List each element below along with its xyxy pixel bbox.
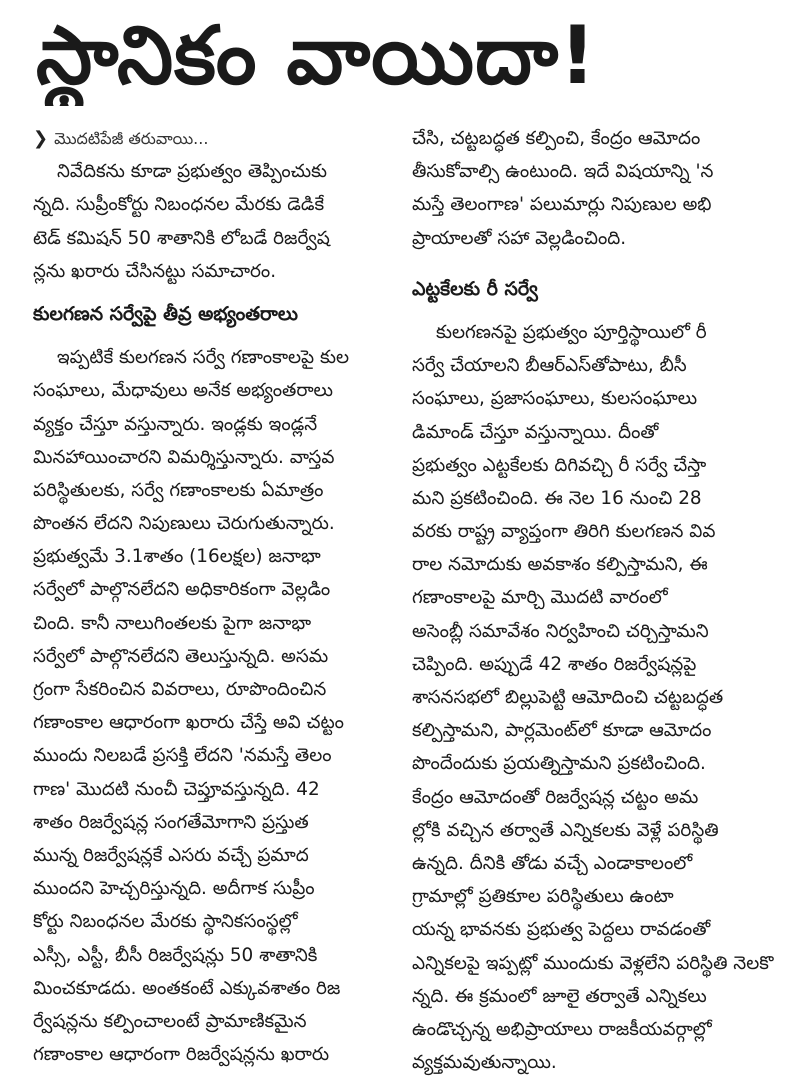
text-line: ఎస్సీ, ఎస్టీ, బీసీ రిజర్వేషన్లు 50 శాతానికి bbox=[33, 944, 318, 966]
text-line: రాల నమోదుకు అవకాశం కల్పిస్తామని, ఈ bbox=[412, 554, 708, 576]
text-line: శాతం రిజర్వేషన్ల సంగతేమోగాని ప్రస్తుత bbox=[33, 811, 309, 833]
kicker-label: మొదటిపేజీ తరువాయి... bbox=[54, 129, 209, 148]
text-line: సంఘాలు, ప్రజాసంఘాలు, కులసంఘాలు bbox=[412, 388, 698, 410]
text-line: ప్రభుత్వమే 3.1శాతం (16లక్షల) జనాభా bbox=[33, 546, 321, 568]
text-line: గాణ' మొదటి నుంచీ చెప్తూవస్తున్నది. 42 bbox=[33, 778, 320, 800]
text-line: న్నది. సుప్రీంకోర్టు నిబంధనల మేరకు డెడికే bbox=[33, 194, 325, 216]
text-line: చెప్పింది. అప్పుడే 42 శాతం రిజర్వేషన్లపై bbox=[412, 653, 697, 675]
text-line: గణాంకాలపై మార్చి మొదటి వారంలో bbox=[412, 587, 668, 609]
continued-from-front-page bbox=[33, 122, 401, 155]
text-line: పరిస్థితులకు, సర్వే గణాంకాలకు ఏమాత్రం bbox=[33, 479, 324, 501]
text-line: మస్తే తెలంగాణ' పలుమార్లు నిపుణుల అభి bbox=[412, 194, 712, 216]
text-line: చింది. కానీ నాలుగింతలకు పైగా జనాభా bbox=[33, 612, 312, 634]
text-line: గణాంకాల ఆధారంగా ఖరారు చేస్తే అవి చట్టం bbox=[33, 712, 345, 734]
headline: స్థానికం వాయిదా! bbox=[36, 9, 597, 102]
text-line: ఇప్పటికే కులగణన సర్వే గణాంకాలపై కుల bbox=[57, 347, 349, 369]
text-line: న్లను ఖరారు చేసినట్టు సమాచారం. bbox=[33, 260, 277, 282]
text-line: అసెంబ్లీ సమావేశం నిర్వహించి చర్చిస్తామని bbox=[412, 620, 709, 642]
article-paragraph bbox=[412, 122, 780, 255]
text-line: ప్రభుత్వం ఎట్టకేలకు దిగివచ్చి రీ సర్వే చేస్తా bbox=[412, 454, 707, 476]
text-line: వ్యక్తం చేస్తూ వస్తున్నారు. ఇండ్లకు ఇండ్లనే bbox=[33, 413, 318, 435]
text-line: పొంతన లేదని నిపుణులు చెరుగుతున్నారు. bbox=[33, 513, 335, 535]
text-line: సర్వేలో పాల్గొనలేదని అధికారికంగా వెల్లడిం bbox=[33, 579, 331, 601]
text-line: వ్యక్తమవుతున్నాయి. bbox=[412, 1052, 557, 1074]
text-line: ల్లోకి వచ్చిన తర్వాతే ఎన్నికలకు వెళ్లే పరిస్థితి bbox=[412, 819, 719, 841]
text-line: ఉండొచ్చన్న అభిప్రాయాలు రాజకీయవర్గాల్లో bbox=[412, 1018, 712, 1040]
text-line: కేంద్రం ఆమోదంతో రిజర్వేషన్ల చట్టం అమ bbox=[412, 786, 699, 808]
text-line: కల్పిస్తామని, పార్లమెంట్‌లో కూడా ఆమోదం bbox=[412, 720, 712, 742]
text-line: చేసి, చట్టబద్ధత కల్పించి, కేంద్రం ఆమోదం bbox=[412, 128, 701, 149]
text-line: నివేదికను కూడా ప్రభుత్వం తెప్పించుకు bbox=[57, 161, 328, 183]
text-line: గ్రంగా సేకరించిన వివరాలు, రూపొందించిన bbox=[33, 679, 327, 701]
article-paragraph bbox=[33, 341, 401, 1071]
subheading: ఎట్టకేలకు రీ సర్వే bbox=[412, 277, 538, 300]
text-line: మించకూడదు. అంతకంటే ఎక్కువశాతం రిజ bbox=[33, 977, 341, 999]
text-line: న్నది. ఈ క్రమంలో జూలై తర్వాతే ఎన్నికలు bbox=[412, 985, 707, 1007]
text-line: ముందని హెచ్చరిస్తున్నది. అదీగాక సుప్రీం bbox=[33, 878, 315, 900]
text-line: ర్వేషన్లను కల్పించాలంటే ప్రామాణికమైన bbox=[33, 1010, 307, 1032]
article-paragraph bbox=[412, 316, 780, 1079]
text-line: వరకు రాష్ట్ర వ్యాప్తంగా తిరిగి కులగణన వివ bbox=[412, 521, 716, 543]
text-line: గ్రామాల్లో ప్రతికూల పరిస్థితులు ఉంటా bbox=[412, 886, 674, 908]
text-line: సంఘాలు, మేధావులు అనేక అభ్యంతరాలు bbox=[33, 380, 333, 402]
text-line: మని ప్రకటించింది. ఈ నెల 16 నుంచి 28 bbox=[412, 487, 702, 509]
text-line: సర్వే చేయాలని బీఆర్ఎస్‌తోపాటు, బీసీ bbox=[412, 355, 687, 377]
text-line: ప్రాయాలతో సహా వెల్లడించింది. bbox=[412, 227, 627, 249]
text-line: శాసనసభలో బిల్లుపెట్టి ఆమోదించి చట్టబద్ధత bbox=[412, 687, 724, 709]
text-line: పొందేందుకు ప్రయత్నిస్తామని ప్రకటించింది. bbox=[412, 753, 706, 775]
chevron-right-icon: ❯ bbox=[33, 128, 49, 149]
text-line: టెడ్ కమిషన్ 50 శాతానికి లోబడే రిజర్వేష bbox=[33, 227, 330, 249]
text-line: ఉన్నది. దీనికి తోడు వచ్చే ఎండాకాలంలో bbox=[412, 852, 693, 874]
left-column bbox=[33, 122, 401, 1071]
text-line: ఎన్నికలపై ఇప్పట్లో ముందుకు వెళ్లలేని పరిస్థితి నెలకొ bbox=[412, 952, 774, 974]
text-line: కోర్టు నిబంధనల మేరకు స్థానికసంస్థల్లో bbox=[33, 911, 298, 933]
subheading: కులగణన సర్వేపై తీవ్ర అభ్యంతరాలు bbox=[33, 302, 298, 325]
text-line: సర్వేలో పాల్గొనలేదని తెలుస్తున్నది. అసమ bbox=[33, 645, 329, 667]
text-line: మినహాయించారని విమర్శిస్తున్నారు. వాస్తవ bbox=[33, 446, 335, 468]
text-line: కులగణనపై ప్రభుత్వం పూర్తిస్థాయిలో రీ bbox=[436, 321, 707, 343]
text-line: యన్న భావనకు ప్రభుత్వ పెద్దలు రావడంతో bbox=[412, 919, 711, 941]
article-paragraph bbox=[33, 155, 401, 288]
right-column bbox=[412, 122, 780, 1079]
text-line: మున్న రిజర్వేషన్లకే ఎసరు వచ్చే ప్రమాద bbox=[33, 844, 309, 866]
text-line: ముందు నిలబడే ప్రసక్తి లేదని 'నమస్తే తెలం bbox=[33, 745, 332, 767]
text-line: గణాంకాల ఆధారంగా రిజర్వేషన్లను ఖరారు bbox=[33, 1044, 330, 1066]
text-line: తీసుకోవాల్సి ఉంటుంది. ఇదే విషయాన్ని 'న bbox=[412, 161, 714, 183]
text-line: డిమాండ్ చేస్తూ వస్తున్నాయి. దీంతో bbox=[412, 421, 659, 443]
